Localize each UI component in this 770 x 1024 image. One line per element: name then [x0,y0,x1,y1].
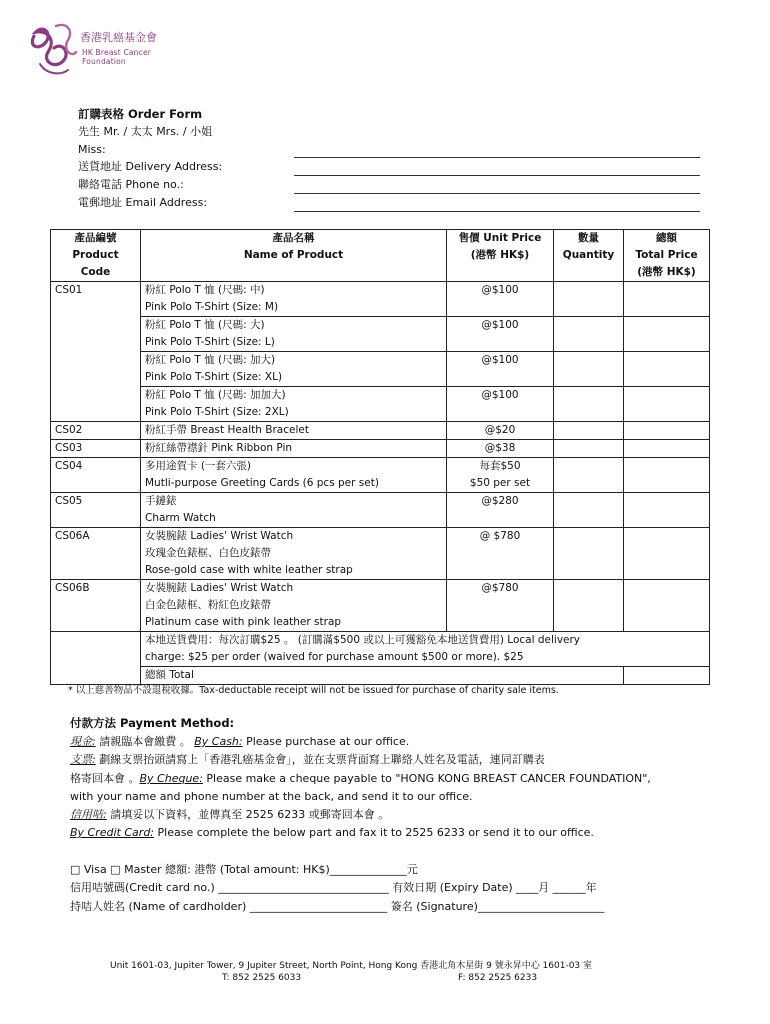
col-header-price: 售價 Unit Price (港幣 HK$) [447,230,554,282]
product-code: CS05 [51,493,141,528]
product-name: 手鏈錶 Charm Watch [141,493,447,528]
table-row [51,352,710,387]
total-cell[interactable] [624,387,710,422]
salutation-label: 先生 Mr. / 太太 Mrs. / 小姐 [78,125,213,138]
total-cell[interactable] [624,317,710,352]
product-name: 女裝腕錶 Ladies' Wrist Watch 玫瑰金色錶框、白色皮錶帶 Rose-gold case with white leather strap [141,528,447,580]
unit-price: @$780 [447,580,554,632]
cheque-line-3: with your name and phone number at the back, and send it to our office. [70,790,473,803]
product-name: 女裝腕錶 Ladies' Wrist Watch 白金色錶框、粉紅色皮錶帶 Platinum case with pink leather strap [141,580,447,632]
footer-address: Unit 1601-03, Jupiter Tower, 9 Jupiter Street, North Point, Hong Kong 香港北角木星街 9 號永昇中心 1601-03 室 [110,961,593,971]
total-cell[interactable] [624,352,710,387]
phone-field[interactable] [294,193,700,194]
table-header [51,230,710,282]
quantity-cell[interactable] [554,440,624,458]
org-name-en: HK Breast Cancer Foundation [82,48,152,66]
cash-line: 現金: 請親臨本會繳費 。 By Cash: Please purchase at our office. [70,735,410,748]
product-name: 粉紅 Polo T 恤 (尺碼: 中) Pink Polo T-Shirt (Size: M) [141,282,447,317]
total-cell[interactable] [624,422,710,440]
unit-price: @$100 [447,352,554,387]
delivery-address-label: 送貨地址 Delivery Address: [78,160,223,173]
ribbon-logo-icon [26,18,80,78]
org-name-zh: 香港乳癌基金會 [80,31,157,44]
col-header-code: 產品編號 Product Code [51,230,141,282]
table-row [51,282,710,317]
quantity-cell[interactable] [554,317,624,352]
card-type-line[interactable]: □ Visa □ Master 總額: 港幣 (Total amount: HK$)______________元 [70,863,418,876]
product-name: 多用途賀卡 (一套六張) Mutli-purpose Greeting Cards (6 pcs per set) [141,458,447,493]
salutation-field[interactable] [294,157,700,158]
product-table [50,229,710,685]
total-cell[interactable] [624,528,710,580]
table-row [51,440,710,458]
product-name: 粉紅 Polo T 恤 (尺碼: 加大) Pink Polo T-Shirt (Size: XL) [141,352,447,387]
unit-price: @$100 [447,317,554,352]
total-cell[interactable] [624,458,710,493]
table-row [51,493,710,528]
total-cell[interactable] [624,493,710,528]
col-header-name: 產品名稱 Name of Product [141,230,447,282]
table-row [51,528,710,580]
unit-price: @$20 [447,422,554,440]
quantity-cell[interactable] [554,352,624,387]
credit-card-line-2: By Credit Card: Please complete the below part and fax it to 2525 6233 or send it to our office. [70,826,594,839]
quantity-cell[interactable] [554,387,624,422]
cheque-line: 支票: 劃線支票抬頭請寫上「香港乳癌基金會」，並在支票背面寫上聯絡人姓名及電話，連同訂購表 [70,753,545,766]
footer-tel: T: 852 2525 6033 [222,973,302,983]
unit-price: @ $780 [447,528,554,580]
table-row [51,422,710,440]
table-row [51,387,710,422]
total-cell[interactable] [624,440,710,458]
table-row [51,580,710,632]
cheque-line-2: 格寄回本會 。By Cheque: Please make a cheque payable to "HONG KONG BREAST CANCER FOUNDATION", [70,772,651,785]
form-title: 訂購表格 Order Form [78,107,203,121]
quantity-cell[interactable] [554,528,624,580]
grand-total-cell[interactable] [624,667,710,685]
col-header-total: 總額 Total Price (港幣 HK$) [624,230,710,282]
email-field[interactable] [294,211,700,212]
quantity-cell[interactable] [554,458,624,493]
email-label: 電郵地址 Email Address: [78,196,208,209]
total-cell[interactable] [624,282,710,317]
product-code: CS04 [51,458,141,493]
product-code: CS02 [51,422,141,440]
unit-price: @$38 [447,440,554,458]
logo [26,18,186,78]
card-number-line[interactable]: 信用咭號碼(Credit card no.) _______________________________ 有效日期 (Expiry Date) ____月 ______年 [70,881,597,894]
cardholder-line[interactable]: 持咭人姓名 (Name of cardholder) _________________________ 簽名 (Signature)_______________________ [70,900,605,913]
delivery-address-field[interactable] [294,175,700,176]
product-code: CS03 [51,440,141,458]
quantity-cell[interactable] [554,422,624,440]
unit-price: @$100 [447,387,554,422]
delivery-charge-text: 本地送貨費用：每次訂購$25 。 (訂購滿$500 或以上可獲豁免本地送貨費用) Local delivery charge: $25 per order (waived for purchase amount $500 or more). $25 [141,632,710,667]
product-code: CS06B [51,580,141,632]
unit-price: @$100 [447,282,554,317]
product-code: CS01 [51,282,141,422]
quantity-cell[interactable] [554,493,624,528]
salutation-label-2: Miss: [78,143,106,156]
product-name: 粉紅 Polo T 恤 (尺碼: 大) Pink Polo T-Shirt (Size: L) [141,317,447,352]
product-name: 粉紅手帶 Breast Health Bracelet [141,422,447,440]
quantity-cell[interactable] [554,580,624,632]
product-name: 粉紅絲帶襟針 Pink Ribbon Pin [141,440,447,458]
unit-price: 每套$50 $50 per set [447,458,554,493]
footer-fax: F: 852 2525 6233 [458,973,538,983]
total-label: 總額 Total [141,667,624,685]
quantity-cell[interactable] [554,282,624,317]
unit-price: @$280 [447,493,554,528]
product-code: CS06A [51,528,141,580]
table-row [51,317,710,352]
product-name: 粉紅 Polo T 恤 (尺碼: 加加大) Pink Polo T-Shirt (Size: 2XL) [141,387,447,422]
total-cell[interactable] [624,580,710,632]
phone-label: 聯絡電話 Phone no.: [78,178,184,191]
table-row [51,458,710,493]
delivery-charge-row [51,632,710,667]
tax-note: * 以上慈善物品不設退稅收據。Tax-deductable receipt will not be issued for purchase of charity sale items. [68,685,559,696]
credit-card-line: 信用咭: 請填妥以下資料，並傳真至 2525 6233 或郵寄回本會 。 [70,808,390,821]
payment-title: 付款方法 Payment Method: [70,716,235,730]
col-header-qty: 數量 Quantity [554,230,624,282]
